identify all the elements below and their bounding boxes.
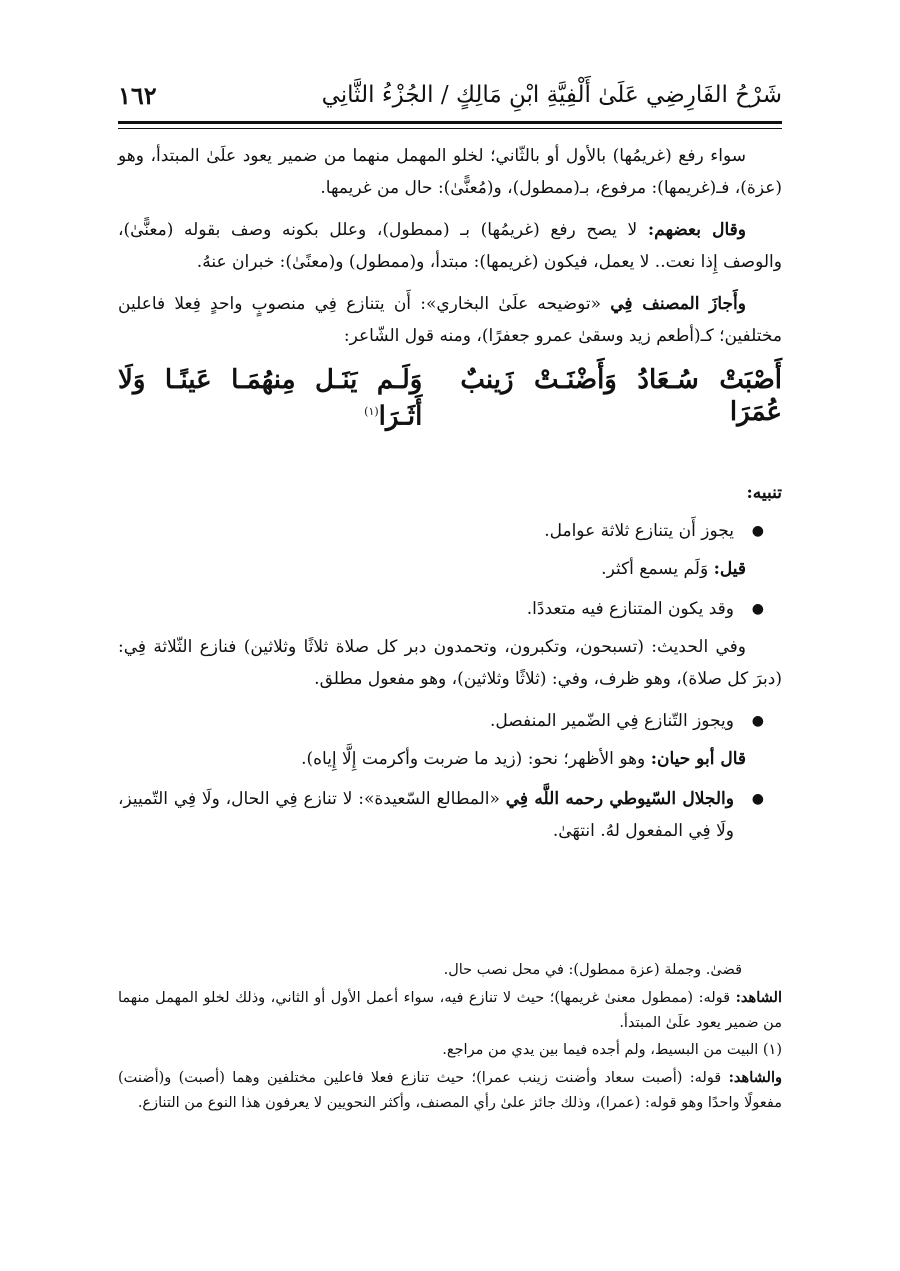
bullet-item	[118, 783, 782, 847]
bullet-item	[118, 515, 782, 547]
bullet-icon: ●	[751, 790, 764, 807]
bullet-comment	[118, 743, 782, 775]
bullet-comment	[118, 553, 782, 585]
footnote-line: قضىٰ. وجملة (عزة ممطول): في محل نصب حال.	[443, 962, 742, 978]
footnote-mark: (١)	[364, 405, 379, 418]
footnote-line	[118, 985, 782, 1036]
bullet-text: «المطالع السّعيدة»: لا تنازع فِي الحال، ولَا فِي التّمييز، ولَا فِي المفعول لهُ. انتهَىٰ.	[118, 788, 734, 841]
verse-first-hemistich: أَصْبَتْ سُـعَادُ وَأَضْنَـتْ زَينبٌ عُمَرَا	[460, 365, 782, 427]
footnote-line	[118, 1065, 782, 1116]
comment-lead: قال أبو حيان:	[650, 748, 746, 769]
comment-text: وَلَم يسمع أكثر.	[601, 558, 714, 579]
footnote-line: (١) البيت من البسيط، ولم أجده فيما بين يدي من مراجع.	[442, 1042, 782, 1058]
paragraph-text: سواء رفع (غريمُها) بالأول أو بالثّاني؛ لخلو المهمل منهما من ضمير يعود علَىٰ المبتدأ، وهو (عزة)، فـ(غريمها): مرفوع، بـ(ممطول)، و(مُعنًّىٰ): حال من غريمها.	[118, 146, 782, 198]
running-title: شَرْحُ الفَارِضِي عَلَىٰ أَلْفِيَّةِ ابْنِ مَالِكٍ / الجُزْءُ الثَّانِي	[321, 82, 782, 108]
paragraph	[118, 288, 782, 352]
note-title: تنبيه:	[746, 482, 782, 503]
bullet-icon: ●	[751, 600, 764, 617]
bullet-lead: والجلال السّيوطي رحمه اللَّه فِي	[505, 788, 734, 809]
footnote-lead: الشاهد:	[735, 989, 782, 1006]
paragraph	[118, 214, 782, 278]
paragraph	[118, 140, 782, 204]
page-number: ١٦٢	[118, 80, 157, 110]
footnote-text: قوله: (أصبت سعاد وأضنت زينب عمرا)؛ حيث تنازع فعلا فاعلين مختلفين وهما (أصبت) و(أضنت) مفعولًا واحدًا وهو قوله: (عمرا)، وذلك جائز علىٰ رأي المصنف، وأكثر النحويين لا يعرفون هذا النوع من التنازع.	[118, 1070, 782, 1111]
bullet-icon: ●	[751, 712, 764, 729]
paragraph-lead: وقال بعضهم:	[647, 220, 746, 240]
page-header	[118, 72, 782, 118]
hadith-paragraph: وفي الحديث: (تسبحون، وتكبرون، وتحمدون دبر كل صلاة ثلاثًا وثلاثين) فنازع الثّلاثة فِي: (دبرَ كل صلاة)، وهو ظرف، وفي: (ثلاثًا وثلاثين)، وهو مفعول مطلق.	[118, 636, 782, 689]
bullet-item	[118, 705, 782, 737]
bullet-text: وقد يكون المتنازع فيه متعددًا.	[526, 598, 734, 619]
footnote-text: قوله: (ممطول معنىٰ غريمها)؛ حيث لا تنازع فيه، سواء أعمل الأول أو الثاني، وذلك لخلو المهمل منهما من ضمير يعود علَىٰ المبتدأ.	[118, 990, 782, 1031]
main-text	[118, 140, 782, 853]
header-rule-thick	[118, 121, 782, 124]
footnote-lead: والشاهد:	[728, 1069, 782, 1086]
bullet-text: يجوز أَن يتنازع ثلاثة عوامل.	[544, 520, 734, 541]
header-rule-thin	[118, 128, 782, 129]
bullet-text: ويجوز التّنازع فِي الضّمير المنفصل.	[490, 710, 734, 731]
verse-second-hemistich-text: وَلَـم يَنَـل مِنهُمَـا عَينًـا وَلَا أَثَـرَا	[118, 365, 423, 432]
paragraph-lead: وأَجازَ المصنف فِي	[610, 294, 746, 314]
verse-second-hemistich	[118, 364, 422, 433]
comment-lead: قيل:	[713, 558, 746, 579]
bullet-icon: ●	[751, 522, 764, 539]
bullet-item	[118, 593, 782, 625]
paragraph-text: «توضيحه علَىٰ البخاري»: أَن يتنازع فِي منصوبٍ واحدٍ فِعلا فاعلين مختلفين؛ كـ(أطعم زيد وسقىٰ عمرو جعفرًا)، ومنه قول الشّاعر:	[118, 294, 782, 346]
paragraph-text: لا يصح رفع (غريمُها) بـ (ممطول)، وعلل بكونه وصف بقوله (معنًّىٰ)، والوصف إِذا نعت.. لا يعمل، فيكون (غريمها): مبتدأ، و(ممطول) و(معنًىٰ): خبران عنهُ.	[118, 220, 782, 272]
poetry-verse	[118, 364, 782, 433]
footnotes	[118, 958, 782, 1118]
comment-text: وهو الأظهر؛ نحو: (زيد ما ضربت وأكرمت إِلَّا إِياه).	[301, 748, 651, 769]
